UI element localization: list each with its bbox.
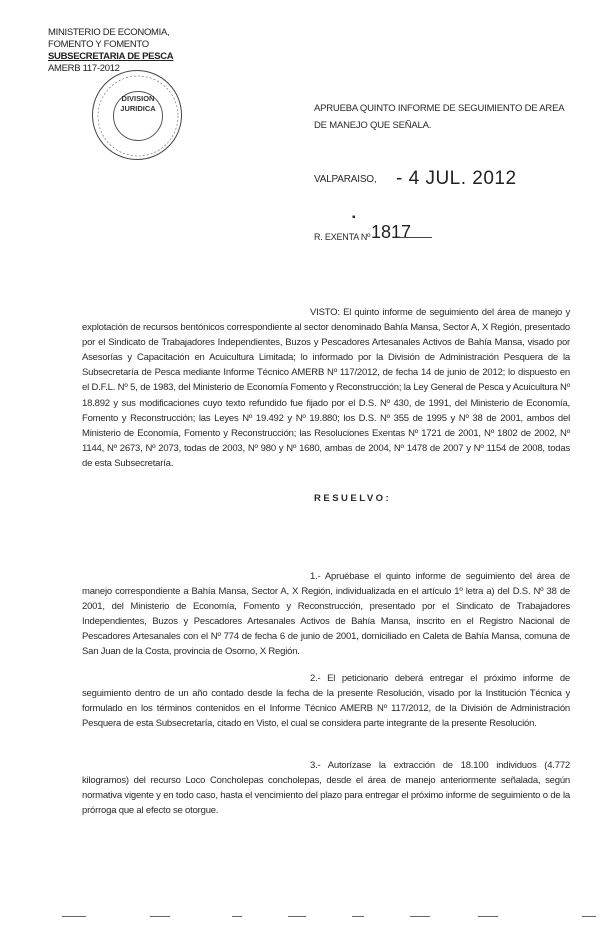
resuelvo-heading: RESUELVO: xyxy=(314,493,392,504)
ministry-name-line1: MINISTERIO DE ECONOMIA, xyxy=(48,27,170,38)
resolution-underline xyxy=(398,237,432,238)
footer-rule xyxy=(582,916,596,917)
visto-paragraph xyxy=(82,305,570,471)
stamp-text-line1: DIVISION xyxy=(121,94,155,103)
footer-rule xyxy=(62,916,86,917)
item-1-text: 1.- Apruébase el quinto informe de seguimiento del área de manejo correspondiente a Bahía Mansa, Sector A, X Región, individualizada en el artículo 1º letra a) del D.S. Nº 38 de 2001, del Ministerio de Economía, Fomento y Reconstrucción, presentado por el Sindicato de Trabajadores Independientes, Buzos y Pescadores Artesanales Activos de Bahía Mansa, inscrito en el Registro Nacional de Pescadores Artesanales con el Nº 774 de fecha 6 de junio de 2001, domiciliado en Caleta de Bahía Mansa, comuna de San Juan de la Costa, provincia de Osorno, X Región. xyxy=(82,571,570,658)
document-subject: APRUEBA QUINTO INFORME DE SEGUIMIENTO DE AREA DE MANEJO QUE SEÑALA. xyxy=(314,103,564,131)
item-2-text: 2.- El peticionario deberá entregar el próximo informe de seguimiento dentro de un año contado desde la fecha de la presente Resolución, visado por la Institución Técnica y formulado en los términos contenidos en el Informe Técnico AMERB Nº 117/2012, de la División de Administración Pesquera de esta Subsecretaría, citado en Visto, el cual se considera parte integrante de la presente Resolución. xyxy=(82,673,570,730)
resolution-item-3 xyxy=(82,758,570,818)
item-3-text: 3.- Autorízase la extracción de 18.100 individuos (4.772 kilogramos) del recurso Loco Concholepas concholepas, desde el área de manejo anteriormente señalada, según normativa vigente y en todo caso, hasta el vencimiento del plazo para entregar el próximo informe de seguimiento o de la prórroga que al efecto se otorgue. xyxy=(82,760,570,817)
footer-rule xyxy=(288,916,306,917)
place: VALPARAISO, xyxy=(314,174,377,185)
stamp-label xyxy=(93,94,183,114)
footer-rule xyxy=(352,916,364,917)
ministry-name-line2: FOMENTO Y FOMENTO xyxy=(48,39,149,50)
resolution-item-2 xyxy=(82,671,570,731)
resolution-item-1 xyxy=(82,569,570,660)
footer-rule xyxy=(410,916,430,917)
date-stamp: - 4 JUL. 2012 xyxy=(396,168,517,189)
ink-mark: ▪ xyxy=(352,212,356,223)
subsecretaria-name: SUBSECRETARIA DE PESCA xyxy=(48,51,174,62)
visto-text: VISTO: El quinto informe de seguimiento del área de manejo y explotación de recursos bentónicos correspondiente al sector denominado Bahía Mansa, Sector A, X Región, presentado por el Sindicato de Trabajadores Independientes, Buzos y Pescadores Artesanales Activos de Bahía Mansa, visado por Asesorías y Capacitación en Acuicultura Limitada; lo informado por la División de Administración Pesquera de la Subsecretaría de Pesca mediante Informe Técnico AMERB Nº 117/2012, de fecha 14 de junio de 2012; lo dispuesto en el D.F.L. Nº 5, de 1983, del Ministerio de Economía Fomento y Reconstrucción; la Ley General de Pesca y Acuicultura Nº 18.892 y sus modificaciones cuyo texto refundido fue fijado por el D.S. Nº 430, de 1991, del Ministerio de Economía, Fomento y Reconstrucción; las Leyes Nº 19.492 y Nº 19.880; los D.S. Nº 355 de 1995 y Nº 38 de 2001, ambos del Ministerio de Economía, Fomento y Reconstrucción; las Resoluciones Exentas Nº 1721 de 2001, Nº 1802 de 2002, Nº 1144, Nº 2673, Nº 2073, todas de 2003, Nº 980 y Nº 1680, ambas de 2004, Nº 1478 de 2007 y Nº 1154 de 2008, todas de esta Subsecretaría. xyxy=(82,307,570,469)
footer-rule xyxy=(150,916,170,917)
resolution-number: 1817 xyxy=(371,222,412,242)
division-juridica-stamp xyxy=(92,70,182,160)
file-reference: AMERB 117-2012 xyxy=(48,63,120,74)
footer-rule xyxy=(478,916,498,917)
resolution-label: R. EXENTA Nº xyxy=(314,232,371,242)
ministry-header xyxy=(48,27,173,75)
stamp-text-line2: JURIDICA xyxy=(120,104,156,113)
footer-rule xyxy=(232,916,242,917)
